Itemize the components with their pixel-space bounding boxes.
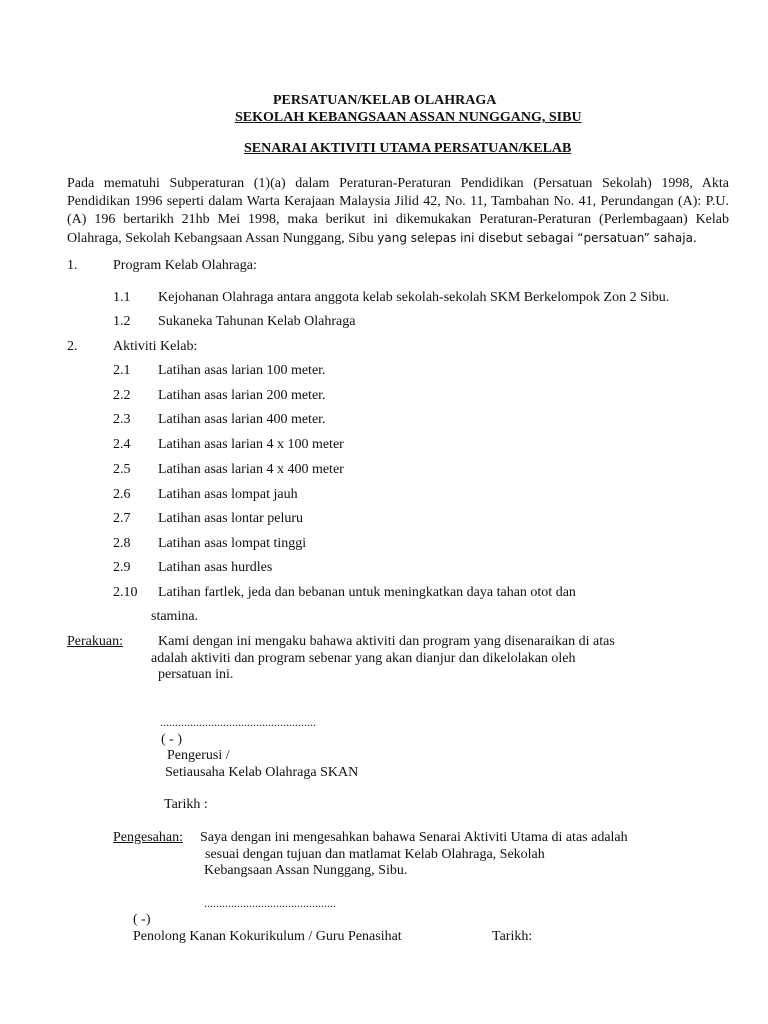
pengesahan-line-2: sesuai dengan tujuan dan matlamat Kelab Olahraga, Sekolah [205, 847, 545, 862]
date-label: Tarikh: [492, 929, 533, 944]
intro-text: Pada mematuhi Subperaturan (1)(a) dalam Peraturan-Peraturan Pendidikan (Persatuan Sekolah) 1998, Akta Pendidikan 1996 seperti dalam Warta Kerajaan Malaysia Jilid 42, No. 11, Tambahan No. 41, Perundangan (A): P.U. (A) 196 bertarikh 21hb Mei 1998, maka berikut ini dikemukakan Peraturan-Peraturan (Perlembagaan) Kelab Olahraga, Sekolah Kebangsaan Assan Nunggang, Sibu [67, 176, 729, 246]
date-label: Tarikh : [164, 797, 208, 812]
pengesahan-label: Pengesahan: [113, 830, 183, 845]
signature-line: .................................................... [160, 715, 316, 729]
section-2-label: Aktiviti Kelab: [113, 339, 198, 354]
perakuan-label: Perakuan: [67, 634, 123, 649]
item-number: 2.8 [113, 536, 131, 551]
item-number: 2.6 [113, 487, 131, 502]
item-number: 2.4 [113, 437, 131, 452]
item-number: 1.1 [113, 290, 131, 305]
pengesahan-line-1: Saya dengan ini mengesahkan bahawa Senarai Aktiviti Utama di atas adalah [200, 830, 628, 845]
item-number: 2.1 [113, 363, 131, 378]
signatory-name: ( -) [133, 912, 151, 927]
signatory-name: ( - ) [161, 732, 182, 747]
header-line-1: PERSATUAN/KELAB OLAHRAGA [273, 93, 497, 108]
item-number: 1.2 [113, 314, 131, 329]
section-2-number: 2. [67, 339, 78, 354]
list-item: Sukaneka Tahunan Kelab Olahraga [158, 314, 356, 329]
signatory-role-1: Pengerusi / [167, 748, 230, 763]
header-line-2: SEKOLAH KEBANGSAAN ASSAN NUNGGANG, SIBU [235, 110, 582, 125]
list-item: Latihan asas hurdles [158, 560, 273, 575]
signatory-role-2: Setiausaha Kelab Olahraga SKAN [165, 765, 359, 780]
document-title: SENARAI AKTIVITI UTAMA PERSATUAN/KELAB [244, 141, 572, 156]
item-number: 2.10 [113, 585, 138, 600]
perakuan-line-1: Kami dengan ini mengaku bahawa aktiviti dan program yang disenaraikan di atas [158, 634, 615, 649]
item-number: 2.7 [113, 511, 131, 526]
intro-tail: yang selepas ini disebut sebagai “persatuan” sahaja. [377, 231, 697, 245]
pengesahan-line-3: Kebangsaan Assan Nunggang, Sibu. [204, 863, 408, 878]
list-item: Latihan asas larian 4 x 400 meter [158, 462, 344, 477]
item-number: 2.5 [113, 462, 131, 477]
intro-paragraph [67, 175, 729, 248]
list-item: Latihan asas larian 4 x 100 meter [158, 437, 344, 452]
list-item: Latihan asas lontar peluru [158, 511, 304, 526]
list-item-continuation: stamina. [151, 609, 199, 624]
section-1-label: Program Kelab Olahraga: [113, 258, 257, 273]
list-item: Latihan asas lompat jauh [158, 487, 298, 502]
list-item: Latihan asas larian 400 meter. [158, 412, 326, 427]
signature-line: ............................................ [204, 896, 336, 910]
list-item: Kejohanan Olahraga antara anggota kelab sekolah-sekolah SKM Berkelompok Zon 2 Sibu. [158, 290, 670, 305]
item-number: 2.9 [113, 560, 131, 575]
list-item: Latihan fartlek, jeda dan bebanan untuk meningkatkan daya tahan otot dan [158, 585, 576, 600]
list-item: Latihan asas larian 200 meter. [158, 388, 326, 403]
list-item: Latihan asas larian 100 meter. [158, 363, 326, 378]
item-number: 2.2 [113, 388, 131, 403]
list-item: Latihan asas lompat tinggi [158, 536, 307, 551]
perakuan-line-3: persatuan ini. [158, 667, 234, 682]
item-number: 2.3 [113, 412, 131, 427]
section-1-number: 1. [67, 258, 78, 273]
signatory-role: Penolong Kanan Kokurikulum / Guru Penasihat [133, 929, 402, 944]
perakuan-line-2: adalah aktiviti dan program sebenar yang akan dianjur dan dikelolakan oleh [151, 651, 576, 666]
